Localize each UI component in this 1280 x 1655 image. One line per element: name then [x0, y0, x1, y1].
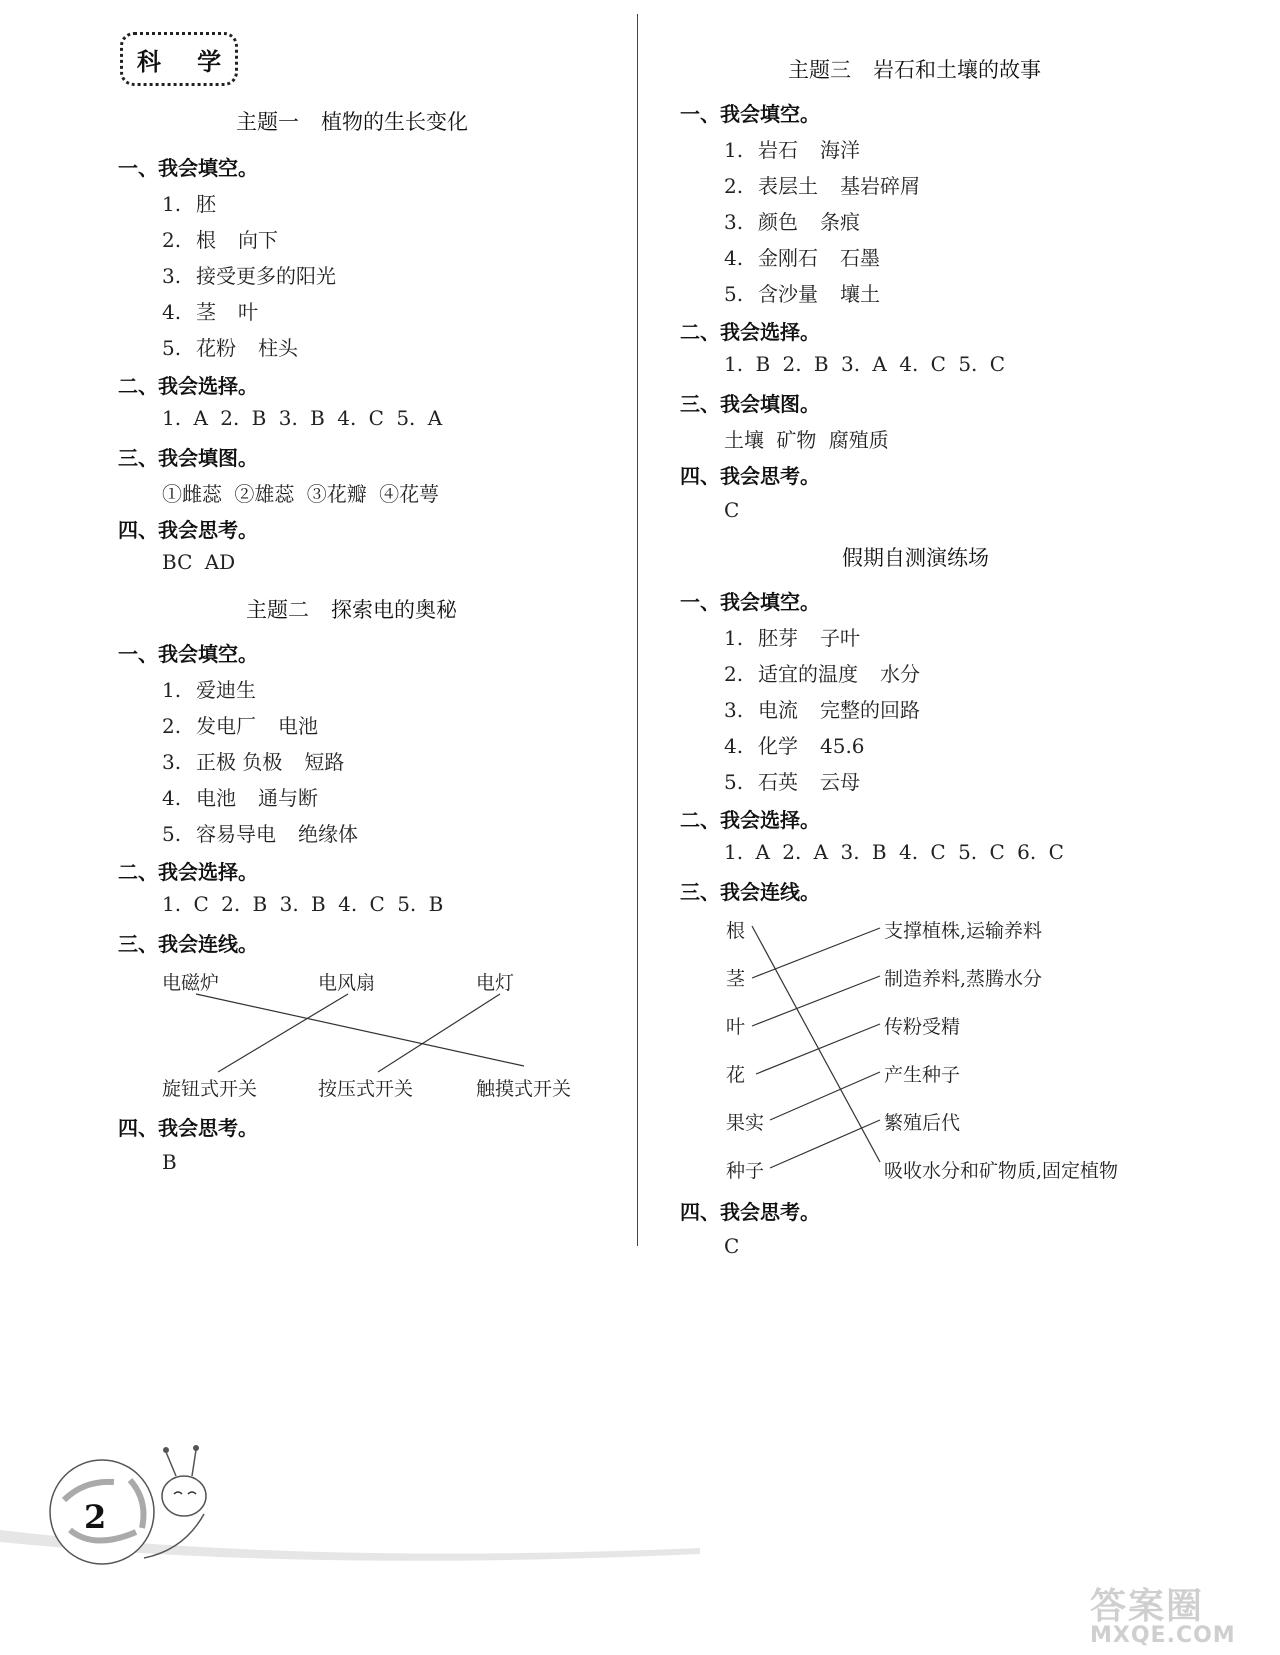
function-label: 制造养料,蒸腾水分: [884, 968, 1043, 990]
topic3-fill-item: 5. 含沙量 壤土: [724, 282, 880, 306]
topic1-fill-item: 4. 茎 叶: [162, 300, 258, 324]
organ-label: 叶: [726, 1016, 746, 1038]
topic2-section-think: 四、我会思考。: [118, 1116, 258, 1140]
match-top-label: 电灯: [476, 972, 515, 994]
topic3-fill-item: 2. 表层土 基岩碎屑: [724, 174, 920, 198]
topic3-choice-answers: 1. B 2. B 3. A 4. C 5. C: [724, 352, 1006, 376]
function-label: 吸收水分和矿物质,固定植物: [884, 1160, 1119, 1182]
topic3-number: 主题三: [788, 58, 851, 82]
match-top-label: 电磁炉: [162, 972, 220, 994]
match-bottom-label: 触摸式开关: [476, 1078, 572, 1100]
organ-label: 根: [726, 920, 746, 942]
topic3-section-diagram: 三、我会填图。: [680, 392, 820, 416]
topic3-fill-item: 4. 金刚石 石墨: [724, 246, 880, 270]
watermark: [1090, 1578, 1270, 1648]
organ-label: 果实: [726, 1112, 765, 1134]
match-line: [752, 976, 880, 1026]
topic1-number: 主题一: [236, 110, 299, 134]
topic2-fill-item: 4. 电池 通与断: [162, 786, 318, 810]
match-line: [752, 928, 880, 978]
function-label: 繁殖后代: [884, 1112, 961, 1134]
test-section-think: 四、我会思考。: [680, 1200, 820, 1224]
topic2-section-fill: 一、我会填空。: [118, 642, 258, 666]
test-fill-item: 4. 化学 45.6: [724, 734, 865, 758]
match-line: [756, 1024, 880, 1074]
topic2-number: 主题二: [246, 598, 309, 622]
topic2-name: 探索电的奥秘: [331, 598, 457, 622]
topic2-fill-item: 3. 正极 负极 短路: [162, 750, 345, 774]
topic1-fill-item: 3. 接受更多的阳光: [162, 264, 336, 288]
topic1-name: 植物的生长变化: [321, 110, 468, 134]
watermark-sub: MXQE.COM: [1090, 1623, 1236, 1648]
match-line: [752, 926, 880, 1162]
topic3-section-think: 四、我会思考。: [680, 464, 820, 488]
subject-title: 科 学: [136, 47, 236, 76]
match-bottom-label: 按压式开关: [318, 1078, 414, 1100]
test-fill-item: 1. 胚芽 子叶: [724, 626, 860, 650]
topic3-fill-item: 3. 颜色 条痕: [724, 210, 860, 234]
topic1-think-answer: BC AD: [162, 550, 236, 574]
test-title: 假期自测演练场: [842, 546, 989, 570]
organ-label: 茎: [726, 968, 746, 990]
topic1-diagram-answers: ①雌蕊 ②雄蕊 ③花瓣 ④花萼: [162, 482, 440, 506]
function-label: 产生种子: [884, 1064, 961, 1086]
topic3-name: 岩石和土壤的故事: [873, 58, 1041, 82]
snail-mascot-icon: [44, 1440, 214, 1570]
test-section-choice: 二、我会选择。: [680, 808, 820, 832]
match-line: [770, 1072, 880, 1120]
test-fill-item: 2. 适宜的温度 水分: [724, 662, 920, 686]
topic1-choice-answers: 1. A 2. B 3. B 4. C 5. A: [162, 406, 443, 430]
topic3-diagram-answers: 土壤 矿物 腐殖质: [724, 428, 889, 452]
match-bottom-label: 旋钮式开关: [162, 1078, 258, 1100]
test-think-answer: C: [724, 1234, 740, 1258]
topic2-think-answer: B: [162, 1150, 177, 1174]
topic1-fill-item: 2. 根 向下: [162, 228, 278, 252]
test-fill-item: 3. 电流 完整的回路: [724, 698, 920, 722]
topic2-choice-answers: 1. C 2. B 3. B 4. C 5. B: [162, 892, 444, 916]
test-fill-item: 5. 石英 云母: [724, 770, 860, 794]
topic2-section-match: 三、我会连线。: [118, 932, 258, 956]
topic3-fill-item: 1. 岩石 海洋: [724, 138, 860, 162]
topic2-fill-item: 5. 容易导电 绝缘体: [162, 822, 358, 846]
function-label: 传粉受精: [884, 1016, 961, 1038]
test-section-match: 三、我会连线。: [680, 880, 820, 904]
topic2-fill-item: 2. 发电厂 电池: [162, 714, 318, 738]
test-choice-answers: 1. A 2. A 3. B 4. C 5. C 6. C: [724, 840, 1064, 864]
topic1-section-diagram: 三、我会填图。: [118, 446, 258, 470]
topic1-section-fill: 一、我会填空。: [118, 156, 258, 180]
topic3-think-answer: C: [724, 498, 740, 522]
page-number: 2: [84, 1498, 107, 1536]
topic2-section-choice: 二、我会选择。: [118, 860, 258, 884]
topic2-fill-item: 1. 爱迪生: [162, 678, 256, 702]
topic1-section-choice: 二、我会选择。: [118, 374, 258, 398]
topic1-fill-item: 5. 花粉 柱头: [162, 336, 298, 360]
topic1-fill-item: 1. 胚: [162, 192, 216, 216]
function-label: 支撑植株,运输养料: [884, 920, 1043, 942]
topic1-section-think: 四、我会思考。: [118, 518, 258, 542]
organ-label: 种子: [726, 1160, 765, 1182]
organ-label: 花: [726, 1064, 746, 1086]
watermark-main: 答案圈: [1090, 1586, 1205, 1627]
topic3-section-choice: 二、我会选择。: [680, 320, 820, 344]
test-section-fill: 一、我会填空。: [680, 590, 820, 614]
match-line: [770, 1120, 880, 1168]
topic3-section-fill: 一、我会填空。: [680, 102, 820, 126]
match-top-label: 电风扇: [318, 972, 376, 994]
